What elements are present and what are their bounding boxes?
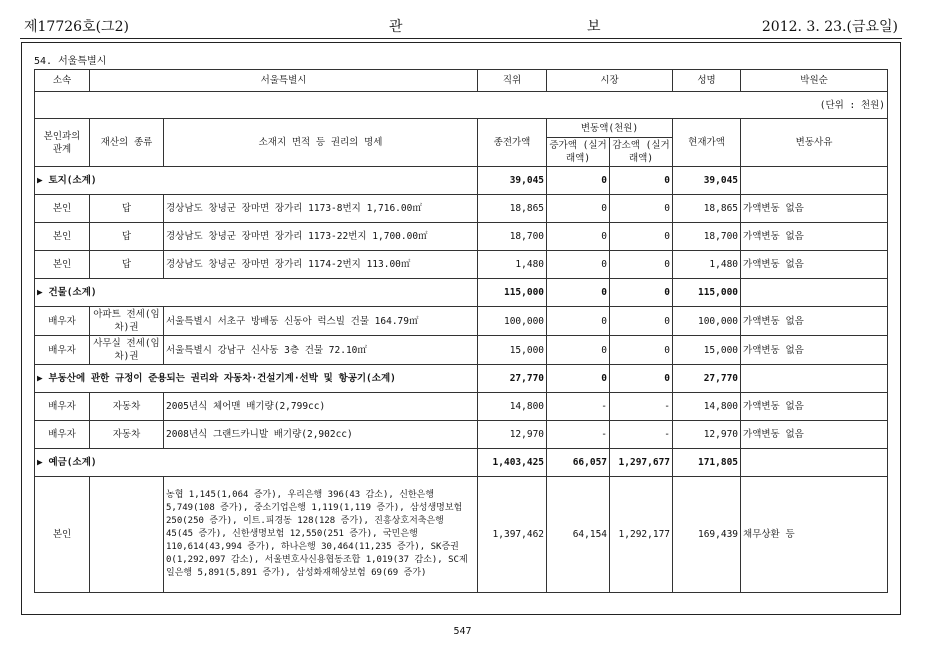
property-type: 답 xyxy=(90,195,164,223)
prior-value: 1,480 xyxy=(478,251,547,279)
increase-value: 0 xyxy=(547,279,610,307)
prior-value: 39,045 xyxy=(478,167,547,195)
prior-value: 27,770 xyxy=(478,365,547,393)
relation: 배우자 xyxy=(35,307,90,336)
asset-row xyxy=(35,223,888,251)
subtotal-label: ▶ 부동산에 관한 규정이 준용되는 권리와 자동차·건설기계·선박 및 항공기(소계) xyxy=(35,365,478,393)
subtotal-label: ▶ 예금(소계) xyxy=(35,449,478,477)
name-value: 박원순 xyxy=(741,70,888,92)
subtotal-label: ▶ 토지(소계) xyxy=(35,167,478,195)
asset-row xyxy=(35,251,888,279)
subtotal-label: ▶ 건물(소계) xyxy=(35,279,478,307)
change-reason xyxy=(741,365,888,393)
prior-value: 12,970 xyxy=(478,421,547,449)
current-value: 14,800 xyxy=(673,393,741,421)
prior-value: 18,865 xyxy=(478,195,547,223)
unit-note: (단위 : 천원) xyxy=(35,92,888,119)
decrease-value: 1,297,677 xyxy=(610,449,673,477)
decrease-value: 0 xyxy=(610,223,673,251)
current-value: 1,480 xyxy=(673,251,741,279)
relation: 본인 xyxy=(35,195,90,223)
increase-value: 0 xyxy=(547,307,610,336)
decrease-value: 0 xyxy=(610,336,673,365)
property-type: 답 xyxy=(90,223,164,251)
property-type: 아파트 전세(임차)권 xyxy=(90,307,164,336)
current-value: 169,439 xyxy=(673,477,741,593)
increase-value: - xyxy=(547,393,610,421)
column-header-row-1 xyxy=(35,119,888,138)
position-value: 시장 xyxy=(547,70,673,92)
col-increase: 증가액 (실거래액) xyxy=(547,138,610,167)
relation: 본인 xyxy=(35,477,90,593)
increase-value: 0 xyxy=(547,336,610,365)
name-label: 성명 xyxy=(673,70,741,92)
issue-number: 제17726호(그2) xyxy=(24,19,129,35)
prior-value: 115,000 xyxy=(478,279,547,307)
affiliation-label: 소속 xyxy=(35,70,90,92)
org-row xyxy=(35,70,888,92)
current-value: 27,770 xyxy=(673,365,741,393)
change-reason: 가액변동 없음 xyxy=(741,421,888,449)
decrease-value: 0 xyxy=(610,195,673,223)
property-type xyxy=(90,477,164,593)
current-value: 39,045 xyxy=(673,167,741,195)
property-description: 2005년식 체어맨 배기량(2,799cc) xyxy=(164,393,478,421)
decrease-value: 0 xyxy=(610,167,673,195)
property-type: 자동차 xyxy=(90,421,164,449)
increase-value: 0 xyxy=(547,167,610,195)
col-current-value: 현재가액 xyxy=(673,119,741,167)
affiliation-value: 서울특별시 xyxy=(90,70,478,92)
property-description: 서울특별시 강남구 신사동 3층 건물 72.10㎡ xyxy=(164,336,478,365)
decrease-value: 0 xyxy=(610,307,673,336)
current-value: 15,000 xyxy=(673,336,741,365)
subtotal-row xyxy=(35,449,888,477)
change-reason: 가액변동 없음 xyxy=(741,307,888,336)
current-value: 12,970 xyxy=(673,421,741,449)
col-property-type: 재산의 종류 xyxy=(90,119,164,167)
decrease-value: 0 xyxy=(610,365,673,393)
decrease-value: - xyxy=(610,393,673,421)
gazette-title: 관 보 xyxy=(389,19,691,35)
section-title: 54. 서울특별시 xyxy=(34,56,107,67)
col-prior-value: 종전가액 xyxy=(478,119,547,167)
property-type: 자동차 xyxy=(90,393,164,421)
property-description: 경상남도 창녕군 장마면 장가리 1173-22번지 1,700.00㎡ xyxy=(164,223,478,251)
prior-value: 15,000 xyxy=(478,336,547,365)
property-description: 경상남도 창녕군 장마면 장가리 1173-8번지 1,716.00㎡ xyxy=(164,195,478,223)
current-value: 171,805 xyxy=(673,449,741,477)
increase-value: 66,057 xyxy=(547,449,610,477)
relation: 본인 xyxy=(35,251,90,279)
subtotal-row xyxy=(35,365,888,393)
prior-value: 1,397,462 xyxy=(478,477,547,593)
property-description: 서울특별시 서초구 방배동 신동아 럭스빌 건물 164.79㎡ xyxy=(164,307,478,336)
decrease-value: - xyxy=(610,421,673,449)
property-type: 사무실 전세(임차)권 xyxy=(90,336,164,365)
change-reason xyxy=(741,279,888,307)
increase-value: 0 xyxy=(547,251,610,279)
change-reason xyxy=(741,167,888,195)
asset-row xyxy=(35,421,888,449)
relation: 배우자 xyxy=(35,393,90,421)
current-value: 18,865 xyxy=(673,195,741,223)
increase-value: 0 xyxy=(547,195,610,223)
col-description: 소재지 면적 등 권리의 명세 xyxy=(164,119,478,167)
col-change-group: 변동액(천원) xyxy=(547,119,673,138)
relation: 배우자 xyxy=(35,336,90,365)
asset-row xyxy=(35,393,888,421)
increase-value: 0 xyxy=(547,223,610,251)
current-value: 18,700 xyxy=(673,223,741,251)
prior-value: 1,403,425 xyxy=(478,449,547,477)
change-reason: 가액변동 없음 xyxy=(741,251,888,279)
change-reason: 가액변동 없음 xyxy=(741,223,888,251)
header-divider xyxy=(20,38,902,39)
change-reason: 채무상환 등 xyxy=(741,477,888,593)
col-relation: 본인과의 관계 xyxy=(35,119,90,167)
col-decrease: 감소액 (실거래액) xyxy=(610,138,673,167)
subtotal-row xyxy=(35,279,888,307)
increase-value: 64,154 xyxy=(547,477,610,593)
decrease-value: 0 xyxy=(610,251,673,279)
prior-value: 14,800 xyxy=(478,393,547,421)
property-description: 경상남도 창녕군 장마면 장가리 1174-2번지 113.00㎡ xyxy=(164,251,478,279)
increase-value: 0 xyxy=(547,365,610,393)
prior-value: 100,000 xyxy=(478,307,547,336)
change-reason: 가액변동 없음 xyxy=(741,195,888,223)
relation: 배우자 xyxy=(35,421,90,449)
asset-row xyxy=(35,195,888,223)
decrease-value: 0 xyxy=(610,279,673,307)
change-reason xyxy=(741,449,888,477)
col-reason: 변동사유 xyxy=(741,119,888,167)
current-value: 100,000 xyxy=(673,307,741,336)
subtotal-row xyxy=(35,167,888,195)
asset-row xyxy=(35,477,888,593)
change-reason: 가액변동 없음 xyxy=(741,336,888,365)
issue-date: 2012. 3. 23.(금요일) xyxy=(761,19,898,35)
unit-row xyxy=(35,92,888,119)
property-description: 2008년식 그랜드카니발 배기량(2,902cc) xyxy=(164,421,478,449)
property-type: 답 xyxy=(90,251,164,279)
relation: 본인 xyxy=(35,223,90,251)
decrease-value: 1,292,177 xyxy=(610,477,673,593)
property-description: 농협 1,145(1,064 증가), 우리은행 396(43 감소), 신한은행 5,749(108 증가), 중소기업은행 1,119(1,119 증가), 삼성생명보험 250(250 증가), 이트.피경동 128(128 증가), 진흥상호저축은행 45(45 증가), 신한생명보험 12,550(251 증가), 국민은행 110,614(43,994 증가), 하나은행 30,464(11,235 증가), SK증권 0(1,292,097 감소), 서울변호사신용협동조합 1,019(37 감소), SC제일은행 5,891(5,891 증가), 삼성화재해상보험 69(69 증가) xyxy=(164,477,478,593)
asset-row xyxy=(35,307,888,336)
asset-row xyxy=(35,336,888,365)
increase-value: - xyxy=(547,421,610,449)
change-reason: 가액변동 없음 xyxy=(741,393,888,421)
prior-value: 18,700 xyxy=(478,223,547,251)
position-label: 직위 xyxy=(478,70,547,92)
current-value: 115,000 xyxy=(673,279,741,307)
asset-table xyxy=(34,69,888,593)
page-number: 547 xyxy=(453,626,472,637)
